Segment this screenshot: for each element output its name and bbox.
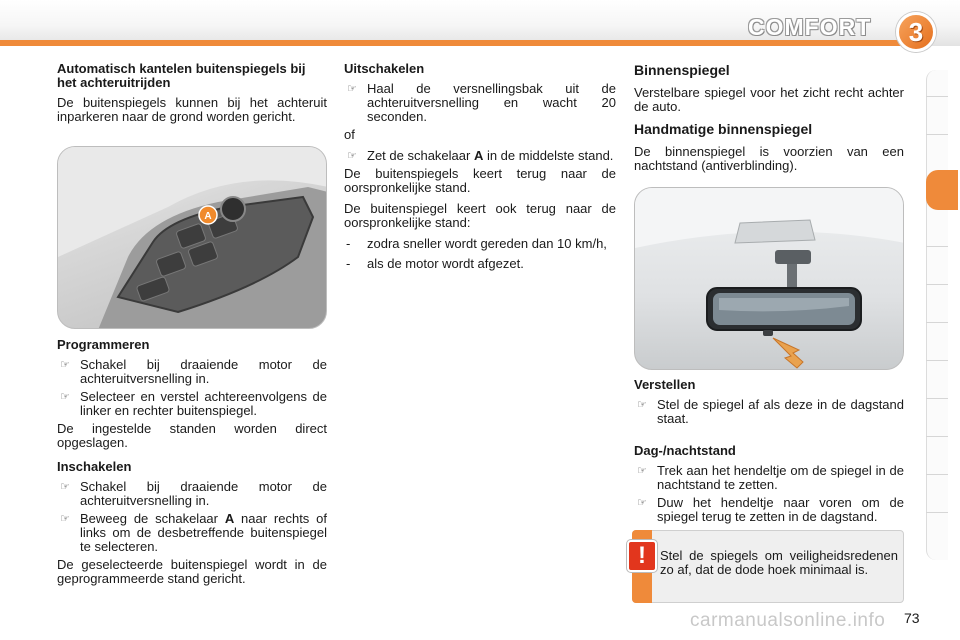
handmatig-text: De binnenspiegel is voorzien van een nachtstand (antiverblinding). (634, 144, 904, 173)
warning-icon: ! (627, 540, 657, 572)
list-item: ☞ Haal de versnellingsbak uit de achteruitversnelling en wacht 20 seconden. (344, 82, 616, 124)
left-column-lower (57, 338, 327, 593)
return-condition-paragraph: De buitenspiegel keert ook terug naar de oorspronkelijke stand: (344, 201, 616, 230)
list-item: - als de motor wordt afgezet. (346, 256, 524, 271)
pointing-hand-icon: ☞ (347, 83, 357, 95)
list-item: ☞ Selecteer en verstel achtereenvolgens de linker en rechter buitenspiegel. (57, 390, 327, 418)
heading-handmatige-binnenspiegel: Handmatige binnenspiegel (634, 121, 813, 137)
page-number: 73 (904, 610, 920, 626)
tab-divider (926, 134, 948, 135)
watermark: carmanualsonline.info (690, 610, 886, 631)
tab-divider (926, 474, 948, 475)
switch-label-a: A (204, 211, 212, 222)
right-column-lower (634, 378, 904, 528)
rearview-mirror-photo (634, 187, 904, 370)
programmeren-note: De ingestelde standen worden direct opgeslagen. (57, 421, 327, 450)
heading-uitschakelen: Uitschakelen (344, 61, 425, 76)
pointing-hand-icon: ☞ (347, 150, 357, 162)
left-column (57, 62, 327, 131)
list-item: ☞ Beweeg de schakelaar A naar rechts of links om de desbetreffende buitenspiegel te selecteren. (57, 512, 327, 554)
middle-column (344, 62, 616, 277)
warning-text: Stel de spiegels om veiligheidsredenen zo af, dat de dode hoek minimaal is. (660, 548, 898, 577)
section-heading-kantelen: Automatisch kantelen buitenspiegels bij het achteruitrijden (57, 61, 306, 90)
binnenspiegel-text: Verstelbare spiegel voor het zicht recht achter de auto. (634, 85, 904, 114)
heading-programmeren: Programmeren (57, 337, 150, 352)
chapter-number: 3 (908, 16, 924, 47)
right-column (634, 62, 904, 180)
tab-divider (926, 436, 948, 437)
pointing-hand-icon: ☞ (60, 359, 70, 371)
tab-divider (926, 512, 948, 513)
chapter-badge (896, 12, 936, 52)
list-item: ☞ Duw het hendeltje naar voren om de spiegel terug te zetten in de dagstand. (634, 496, 904, 524)
list-item: - zodra sneller wordt gereden dan 10 km/h, (346, 236, 607, 251)
list-item: ☞ Zet de schakelaar A in de middelste stand. (344, 149, 616, 163)
inschakelen-note: De geselecteerde buitenspiegel wordt in de geprogrammeerde stand gericht. (57, 557, 327, 586)
heading-verstellen: Verstellen (634, 377, 696, 392)
list-item: ☞ Schakel bij draaiende motor de achteruitversnelling in. (57, 358, 327, 386)
chapter-tab-rail (926, 70, 948, 560)
tab-divider (926, 246, 948, 247)
tab-divider (926, 96, 948, 97)
tab-divider (926, 398, 948, 399)
pointing-hand-icon: ☞ (60, 481, 70, 493)
return-paragraph: De buitenspiegels keert terug naar de oorspronkelijke stand. (344, 166, 616, 195)
tab-divider (926, 284, 948, 285)
pointing-hand-icon: ☞ (60, 513, 70, 525)
list-item: ☞ Schakel bij draaiende motor de achteruitversnelling in. (57, 480, 327, 508)
tab-divider (926, 360, 948, 361)
or-text: of (344, 127, 355, 142)
page-header (0, 0, 960, 50)
active-chapter-tab[interactable] (926, 170, 958, 210)
heading-binnenspiegel: Binnenspiegel (634, 62, 730, 78)
heading-inschakelen: Inschakelen (57, 459, 132, 474)
chapter-title: COMFORT (748, 14, 872, 40)
pointing-hand-icon: ☞ (637, 399, 647, 411)
pointing-hand-icon: ☞ (637, 465, 647, 477)
list-item: ☞ Trek aan het hendeltje om de spiegel in de nachtstand te zetten. (634, 464, 904, 492)
pointing-hand-icon: ☞ (637, 497, 647, 509)
list-item: ☞ Stel de spiegel af als deze in de dagstand staat. (634, 398, 904, 426)
pointing-hand-icon: ☞ (60, 391, 70, 403)
tab-divider (926, 322, 948, 323)
door-switch-photo (57, 146, 327, 329)
intro-paragraph: De buitenspiegels kunnen bij het achteruit inparkeren naar de grond worden gericht. (57, 95, 327, 124)
heading-dag-nachtstand: Dag-/nachtstand (634, 443, 736, 458)
